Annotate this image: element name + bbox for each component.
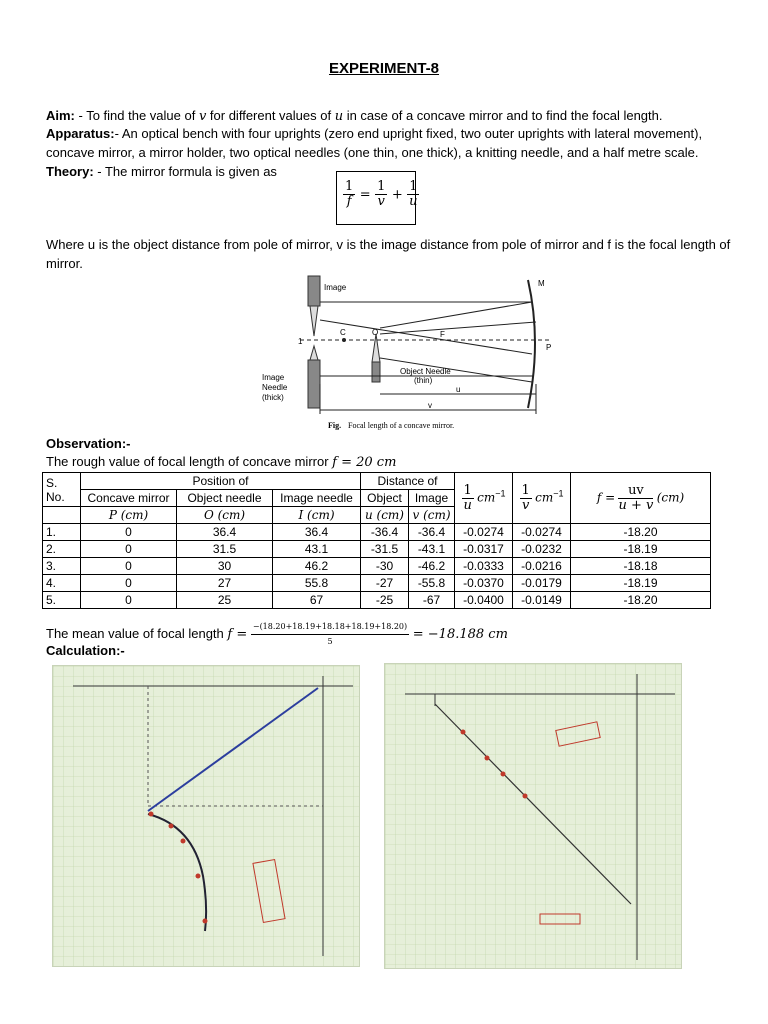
concave-mirror xyxy=(528,280,535,408)
graph-photo-inverse xyxy=(384,663,682,969)
table-cell: -36.4 xyxy=(361,524,409,541)
page-title: EXPERIMENT-8 xyxy=(328,60,440,77)
formula-num-2: 1 xyxy=(377,179,386,194)
point-c xyxy=(342,338,346,342)
aim-var-u: u xyxy=(334,109,344,124)
header-inv-u-unit: cm xyxy=(477,490,496,505)
aim-line xyxy=(46,108,662,124)
inv-point-4 xyxy=(523,794,528,799)
inv-point-1 xyxy=(461,730,466,735)
header-mirror: Concave mirror xyxy=(81,490,177,507)
table-cell: 4. xyxy=(43,575,81,592)
table-cell: 0 xyxy=(81,558,177,575)
where-line-2: mirror. xyxy=(46,256,83,271)
formula-den-v: v xyxy=(377,194,385,209)
table-cell: -55.8 xyxy=(409,575,455,592)
theory-text: - The mirror formula is given as xyxy=(93,164,277,179)
label-1: 1 xyxy=(298,337,303,346)
rough-value-line xyxy=(46,454,396,470)
table-cell: -0.0232 xyxy=(513,541,571,558)
figure-caption: Focal length of a concave mirror. xyxy=(348,421,455,430)
header-object-needle-sym: O (cm) xyxy=(177,507,273,524)
theory-label: Theory: xyxy=(46,164,94,179)
mirror-formula xyxy=(336,171,416,225)
aim-text-b: for different values of xyxy=(206,108,335,123)
image-needle-lower-tip xyxy=(310,346,318,360)
header-object-needle: Object needle xyxy=(177,490,273,507)
object-needle-tip xyxy=(372,334,380,362)
table-cell: -0.0333 xyxy=(455,558,513,575)
table-cell: 0 xyxy=(81,541,177,558)
label-v: v xyxy=(428,401,432,410)
formula-equals: = xyxy=(359,187,371,203)
table-cell: -0.0149 xyxy=(513,592,571,609)
label-image-needle-2: Needle xyxy=(262,383,288,392)
point-4 xyxy=(196,874,201,879)
label-c: C xyxy=(340,328,346,337)
observation-rows xyxy=(43,524,711,609)
table-cell: 0 xyxy=(81,524,177,541)
table-cell: -30 xyxy=(361,558,409,575)
table-cell: -0.0400 xyxy=(455,592,513,609)
point-1 xyxy=(149,812,154,817)
table-cell: -67 xyxy=(409,592,455,609)
point-5 xyxy=(203,919,208,924)
label-object-needle: Object Needle xyxy=(400,367,451,376)
table-cell: -0.0274 xyxy=(513,524,571,541)
table-cell: 30 xyxy=(177,558,273,575)
table-cell: 27 xyxy=(177,575,273,592)
table-cell: -0.0274 xyxy=(455,524,513,541)
header-image-needle: Image needle xyxy=(273,490,361,507)
where-line-1: Where u is the object distance from pole of mirror, v is the image distance from pole of mirror and f is the focal length of xyxy=(46,237,731,252)
table-cell: -0.0370 xyxy=(455,575,513,592)
mean-text: The mean value of focal length xyxy=(46,625,228,641)
table-cell: 2. xyxy=(43,541,81,558)
table-row xyxy=(43,558,711,575)
mean-numerator: −(18.20+18.19+18.18+18.19+18.20) xyxy=(251,620,409,635)
table-cell: 1. xyxy=(43,524,81,541)
header-f-unit: (cm) xyxy=(656,490,685,505)
table-cell: -36.4 xyxy=(409,524,455,541)
table-cell: 67 xyxy=(273,592,361,609)
formula-den-u: u xyxy=(409,194,418,209)
figure-caption-bold: Fig. xyxy=(328,421,342,430)
label-image-needle-1: Image xyxy=(262,373,285,382)
label-image-needle-3: (thick) xyxy=(262,393,284,402)
table-cell: -18.19 xyxy=(571,575,711,592)
table-cell: 36.4 xyxy=(273,524,361,541)
image-needle-base xyxy=(308,360,320,408)
mean-denominator: 5 xyxy=(327,637,333,646)
formula-num-3: 1 xyxy=(409,179,418,194)
table-cell: 31.5 xyxy=(177,541,273,558)
apparatus-line xyxy=(46,126,702,141)
table-cell: 36.4 xyxy=(177,524,273,541)
table-cell: 5. xyxy=(43,592,81,609)
header-image-needle-sym: I (cm) xyxy=(273,507,361,524)
apparatus-line-2: concave mirror, a mirror holder, two optical needles (one thin, one thick), a knitting needle, and a half metre scale. xyxy=(46,145,699,160)
header-sno xyxy=(43,473,81,507)
point-2 xyxy=(169,824,174,829)
rough-text: The rough value of focal length of concave mirror xyxy=(46,454,333,469)
mean-result: = −18.188 cm xyxy=(412,626,508,642)
table-row xyxy=(43,575,711,592)
table-cell: -43.1 xyxy=(409,541,455,558)
table-cell: 55.8 xyxy=(273,575,361,592)
formula-den-f: f xyxy=(346,194,352,209)
aim-var-v: v xyxy=(198,109,207,124)
observation-label: Observation:- xyxy=(46,436,131,451)
point-3 xyxy=(181,839,186,844)
header-inv-v-unit: cm xyxy=(535,490,554,505)
formula-plus: + xyxy=(391,187,403,203)
rough-eq: f = 20 cm xyxy=(332,455,397,470)
header-focal xyxy=(571,473,711,524)
header-distance: Distance of xyxy=(361,473,455,490)
label-m: M xyxy=(538,279,545,288)
header-image: Image xyxy=(409,490,455,507)
aim-label: Aim: xyxy=(46,108,75,123)
table-row xyxy=(43,592,711,609)
inv-point-3 xyxy=(501,772,506,777)
header-mirror-sym: P (cm) xyxy=(81,507,177,524)
table-cell: -18.20 xyxy=(571,592,711,609)
apparatus-label: Apparatus: xyxy=(46,126,115,141)
table-row xyxy=(43,524,711,541)
label-o: O xyxy=(372,328,379,337)
table-cell: -18.20 xyxy=(571,524,711,541)
table-cell: 3. xyxy=(43,558,81,575)
header-f-num: uv xyxy=(618,484,653,499)
label-f: F xyxy=(440,330,445,339)
table-cell: -46.2 xyxy=(409,558,455,575)
observation-table xyxy=(42,472,711,609)
calculation-label: Calculation:- xyxy=(46,643,125,658)
table-cell: 0 xyxy=(81,575,177,592)
label-u: u xyxy=(456,385,461,394)
header-inv-u: $\frac{1}{u}$ $cm^{-1}$ xyxy=(455,473,513,524)
table-cell: 25 xyxy=(177,592,273,609)
header-inv-v: $\frac{1}{v}$ $cm^{-1}$ xyxy=(513,473,571,524)
theory-line xyxy=(46,164,277,179)
formula-num-1: 1 xyxy=(345,179,354,194)
table-cell: -0.0179 xyxy=(513,575,571,592)
header-sno-2: No. xyxy=(46,489,65,504)
header-f-lhs: f = xyxy=(596,490,616,505)
label-p: P xyxy=(546,343,552,352)
header-sno-1: S. xyxy=(46,475,58,490)
header-object-sym: u (cm) xyxy=(361,507,409,524)
table-cell: 46.2 xyxy=(273,558,361,575)
header-object: Object xyxy=(361,490,409,507)
table-cell: -27 xyxy=(361,575,409,592)
table-cell: -25 xyxy=(361,592,409,609)
table-row xyxy=(43,541,711,558)
aim-text-a: - To find the value of xyxy=(74,108,199,123)
label-image: Image xyxy=(324,283,347,292)
mean-f: f = xyxy=(227,626,248,642)
aim-text-c: in case of a concave mirror and to find the focal length. xyxy=(343,108,663,123)
image-needle-tip xyxy=(310,306,318,336)
object-needle-base xyxy=(372,362,380,382)
header-f-den: u + v xyxy=(618,497,654,513)
table-cell: 43.1 xyxy=(273,541,361,558)
table-cell: 0 xyxy=(81,592,177,609)
inv-point-2 xyxy=(485,756,490,761)
table-cell: -0.0317 xyxy=(455,541,513,558)
header-image-sym: v (cm) xyxy=(409,507,455,524)
table-cell: -18.19 xyxy=(571,541,711,558)
graph-photo-uv xyxy=(52,665,360,967)
image-needle-top xyxy=(308,276,320,306)
table-cell: -18.18 xyxy=(571,558,711,575)
table-cell: -31.5 xyxy=(361,541,409,558)
label-thin: (thin) xyxy=(414,376,433,385)
ray-diagram xyxy=(260,272,572,434)
apparatus-text-1: - An optical bench with four uprights (zero end upright fixed, two outer uprights with lateral movement), xyxy=(114,126,703,141)
table-cell: -0.0216 xyxy=(513,558,571,575)
header-position: Position of xyxy=(81,473,361,490)
